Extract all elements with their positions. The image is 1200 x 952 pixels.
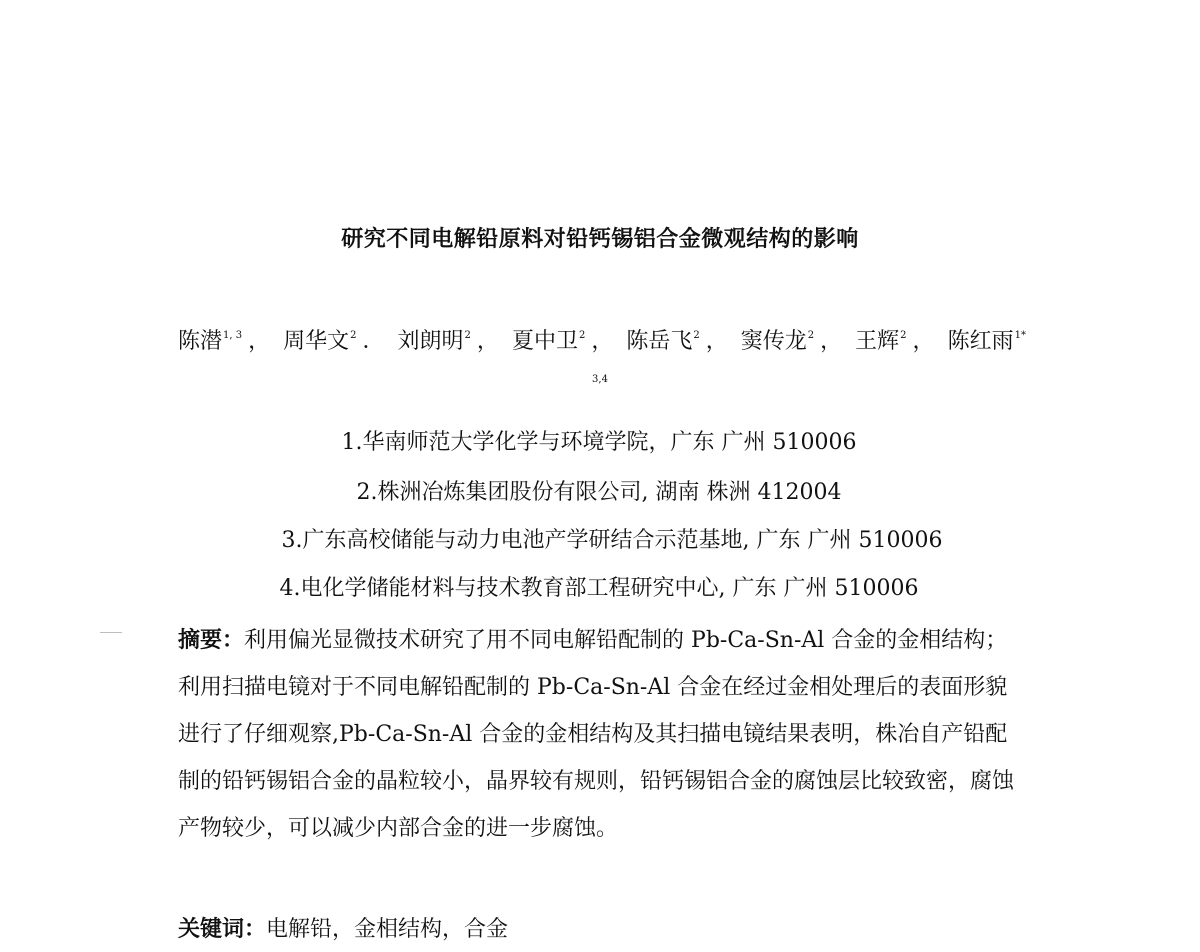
author-name: 刘朗明 — [397, 329, 464, 354]
author-separator: ， — [820, 329, 843, 354]
author-5 — [626, 329, 699, 354]
author-affil-continuation: 3,4 — [592, 374, 608, 385]
affiliation-4: 4.电化学储能材料与技术教育部工程研究中心, 广东 广州 510006 — [279, 576, 919, 601]
author-2 — [283, 329, 356, 354]
author-4 — [512, 329, 585, 354]
keywords-label: 关键词： — [178, 916, 267, 942]
author-list — [178, 324, 1058, 355]
author-6 — [741, 329, 814, 354]
author-separator: ， — [705, 329, 728, 354]
author-affil-sup: 2 — [578, 330, 586, 341]
author-separator: ， — [591, 329, 614, 354]
margin-mark — [100, 632, 122, 633]
keywords — [178, 912, 1028, 943]
author-affil-sup: 2 — [464, 330, 471, 341]
author-name: 陈红雨 — [947, 329, 1014, 354]
paper-title: 研究不同电解铅原料对铅钙锡铝合金微观结构的影响 — [341, 226, 859, 252]
author-affil-sup: 2 — [900, 330, 907, 341]
abstract-text: 利用偏光显微技术研究了用不同电解铅配制的 Pb-Ca-Sn-Al 合金的金相结构；利用扫描电镜对于不同电解铅配制的 Pb-Ca-Sn-Al 合金在经过金相处理后的表面形貌进行了仔细观察,Pb-Ca-Sn-Al 合金的金相结构及其扫描电镜结果表明，株冶自产铅配制的铅钙锡铝合金的晶粒较小，晶界较有规则，铅钙锡铝合金的腐蚀层比较致密，腐蚀产物较少，可以减少内部合金的进一步腐蚀。 — [178, 628, 1015, 841]
affiliation-3: 3.广东高校储能与动力电池产学研结合示范基地, 广东 广州 510006 — [281, 528, 943, 553]
abstract — [178, 617, 1028, 852]
author-affil-sup: 2 — [350, 330, 357, 341]
author-separator: ， — [476, 329, 499, 354]
abstract-label: 摘要： — [178, 627, 245, 653]
affiliation-2: 2.株洲冶炼集团股份有限公司, 湖南 株洲 412004 — [356, 480, 842, 505]
author-7 — [855, 329, 906, 354]
affiliation-1: 1.华南师范大学化学与环境学院，广东 广州 510006 — [341, 430, 857, 455]
author-8 — [948, 329, 1026, 354]
author-name: 王辉 — [855, 329, 900, 354]
author-1 — [178, 329, 242, 354]
author-name: 陈潜 — [178, 329, 223, 354]
author-separator: ， — [912, 329, 935, 354]
author-name: 周华文 — [283, 329, 350, 354]
author-affil-sup: 1* — [1014, 330, 1026, 341]
author-name: 夏中卫 — [511, 329, 578, 354]
author-name: 窦传龙 — [740, 329, 807, 354]
keywords-text: 电解铅，金相结构，合金 — [266, 917, 509, 942]
author-affil-sup: 2 — [807, 330, 815, 341]
author-separator: ， — [248, 329, 271, 354]
author-affil-sup: 1, 3 — [223, 330, 243, 341]
author-3 — [398, 329, 471, 354]
author-name: 陈岳飞 — [626, 329, 693, 354]
author-affil-sup: 2 — [693, 330, 700, 341]
author-separator: ． — [362, 329, 385, 354]
